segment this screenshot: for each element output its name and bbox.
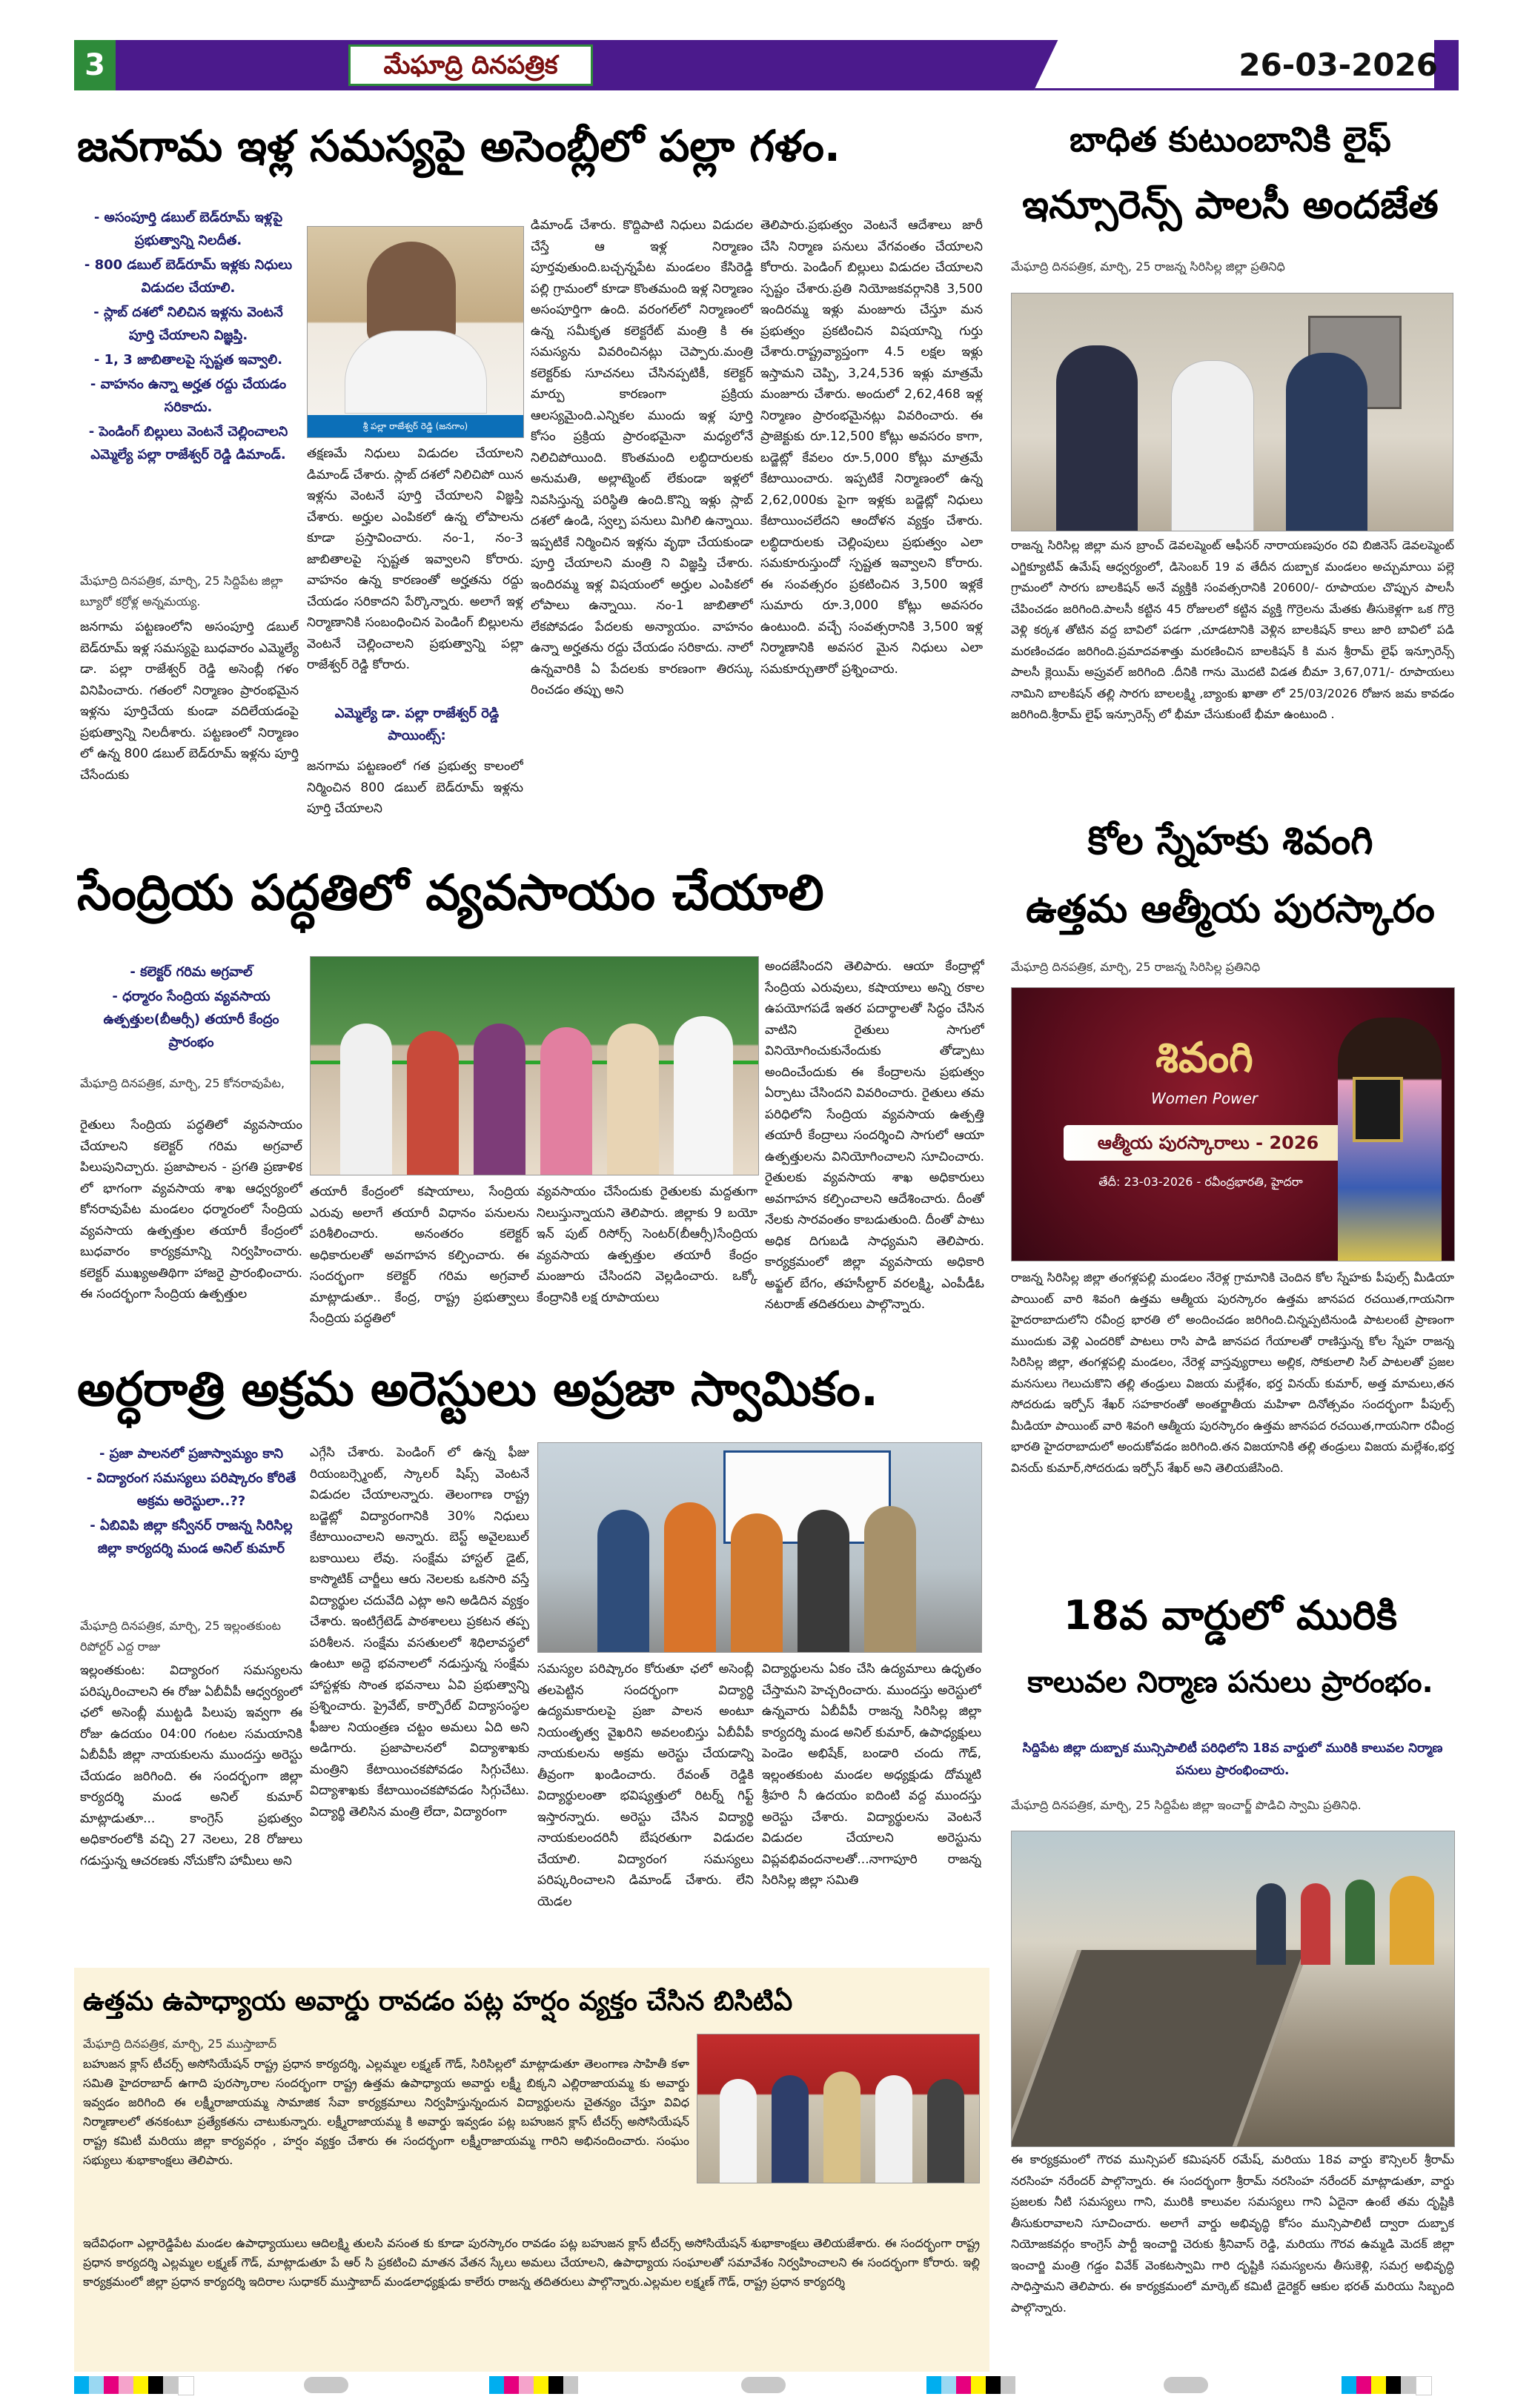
a1-bullet: - 1, 3 జాబితాలపై స్పష్టత ఇవ్వాలి. (93, 352, 283, 368)
a6-byline: మేఘాద్రి దినపత్రిక, మార్చి, 25 సిద్దిపేట జిల్లా ఇంచార్జ్ పొడిచి స్వామి ప్రతినిధి. (1011, 1798, 1362, 1812)
a4-body: రాజన్న సిరిసిల్ల జిల్లా తంగళ్లపల్లి మండలం నేరెళ్ల గ్రామానికి చెందిన కోల స్నేహకు పీపుల్స్ మీడియా పాయింట్ వారి శివంగి ఉత్తమ ఆత్మీయ పురస్కారం ఉత్తమ జానపద రచయిత,గాయనిగా హైదరాబాదులోని రవీంద్ర భారతి లో అందించడం జరిగింది.చిన్నప్పటినుండి పాటలంటే ప్రాణంగా ముందుకు వెళ్లి ఎందరికో పాటలు రాసి పాడి జానపద గేయాలతో రాణిస్తున్న కోల స్నేహ రాజన్న సిరిసిల్ల జిల్లా, తంగళ్లపల్లి మండలం, నేరెళ్ల వాస్తవ్యురాలు అల్లిక, సోకులాలి సిల్ పాటలతో ప్రజల మనసులు గెలుచుకొని తల్లి తండ్రులు విజయ మల్లేశం, భర్త వినయ్ కుమార్, అత్త మామలు,తన సోదరుడు ఇర్పోస్ శేఖర్ సహకారంతో అంతర్జాతీయ మహిళా దినోత్సవం సందర్భంగా పీపుల్స్ మీడియా పాయింట్ వారి శివంగి ఆత్మీయ పురస్కారం ఉత్తమ జానపద రచయిత,గాయనిగా రవీంద్ర భారతి హైదరాబాదులో అందుకోవడం జరిగింది.తన విజయానికి తల్లి తండ్రులు విజయ మల్లేశం,భర్త వినయ్ కుమార్,సోదరుడు ఇర్పోస్ శేఖర్ అని తెలియజేసింది. (1011, 1270, 1454, 1475)
masthead-page-box (74, 40, 116, 90)
a5-col3: సమస్యల పరిష్కారం కోరుతూ ఛలో అసెంబ్లీ తలపెట్టిన సందర్భంగా విద్యార్థి ఉద్యమకారులపై ప్రజా పాలన అంటూ నియంతృత్వ వైఖరిని అవలంబిస్తు ఏబీవీపీ నాయకులను అక్రమ అరెస్టు చేయడాన్ని తీవ్రంగా ఖండించారు. రేవంత్ రెడ్డికి విద్యార్థులంతా భవిష్యత్తులో రిటర్న్ గిఫ్ట్ ఇస్తారన్నారు. అరెస్టు చేసిన విద్యార్థి నాయకులందరినీ బేషరతుగా విడుదల చేయాలి. విద్యారంగ సమస్యలు పరిష్కరించాలని డిమాండ్ చేశారు. లేని యెడల (537, 1662, 754, 1909)
a3-photo (310, 956, 759, 1175)
a7-headline: ఉత్తమ ఉపాధ్యాయ అవార్డు రావడం పట్ల హర్షం వ్యక్తం చేసిన బిసిటిఏ (83, 1986, 793, 2017)
a3-col3: వ్యవసాయం చేసేందుకు రైతులకు మద్దతుగా నిలుస్తున్నాయని తెలిపారు. జిల్లాకు 9 బయో ఇన్ పుట్ రిసోర్స్ సెంటర్(బీఆర్సీ)సేంద్రియ వ్యవసాయ ఉత్పత్తుల తయారీ కేంద్రం మంజూరు చేసిందని వెల్లడించారు. ఒక్కో కేంద్రానికి లక్ష రూపాయలు (537, 1184, 757, 1305)
a1-bullet: - స్లాబ్ దశలో నిలిచిన ఇళ్లను వెంటనే పూర్తి చేయాలని విజ్ఞప్తి. (93, 305, 283, 343)
a5-photo (537, 1442, 982, 1653)
person-silhouette-icon (367, 242, 456, 345)
a3-bullet: - ధర్మారం సేంద్రియ వ్యవసాయ ఉత్పత్తుల(బీఆర్సీ) తయారీ కేంద్రం ప్రారంభం (103, 989, 279, 1050)
a2-photo (1011, 293, 1453, 531)
a3-col1: రైతులు సేంద్రియ పద్ధతిలో వ్యవసాయం చేయాలని కలెక్టర్ గరిమ అగ్రవాల్ పిలుపునిచ్చారు. ప్రజాపాలన - ప్రగతి ప్రణాళిక లో భాగంగా వ్యవసాయ శాఖ ఆధ్వర్యంలో కోనరావుపేట మండలం ధర్మారంలో సేంద్రియ వ్యవసాయ ఉత్పత్తుల తయారీ కేంద్రంలో బుధవారం కార్యక్రమాన్ని నిర్వహించారు. కలెక్టర్ ముఖ్యఅతిథిగా హాజరై ప్రారంభించారు. ఈ సందర్భంగా సేంద్రియ ఉత్పత్తుల (80, 1118, 302, 1301)
a1-byline: మేఘాద్రి దినపత్రిక, మార్చి, 25 సిద్దిపేట జిల్లా బ్యూరో కర్రోళ్ల అన్నమయ్య. (80, 574, 283, 608)
a6-photo (1011, 1831, 1455, 2147)
a7-body-full: బహుజన క్లాస్ టీచర్స్ అసోసియేషన్ రాష్ట్ర ప్రధాన కార్యదర్శి, ఎల్లమ్మల లక్ష్మణ్ గౌడ్, సిరిసిల్లలో మాట్లాడుతూ తెలంగాణ సాహితీ కళా సమితి హైదరాబాద్ ఉగాది పురస్కారాల సందర్భంగా రాష్ట్ర ఉత్తమ ఉపాధ్యాయ అవార్డు లక్ష్మీ బిక్కని ఎల్లిరాజాయమ్మ కు అవార్డు ఇవ్వడం జరిగింది ఈ లక్ష్మీరాజాయమ్మ సామాజిక సేవా కార్యక్రమాలు నిర్వహిస్తున్నందున విద్యార్థులను చైతన్యం చేస్తూ వివిధ నిర్మాణాలలో తనకంటూ ప్రత్యేకతను చాటుకున్నారు. లక్ష్మీరాజాయమ్మ కి అవార్డు ఇవ్వడం పట్ల బహుజన క్లాస్ టీచర్స్ అసోసియేషన్ రాష్ట్ర కమిటీ మరియు జిల్లా కార్యవర్గం , హర్షం వ్యక్తం చేశారు ఈ సందర్భంగా లక్ష్మీరాజాయమ్మ గారిని అభినందించారు. సంఘం సభ్యులు శుభాకాంక్షలు తెలిపారు. (83, 2057, 689, 2167)
a5-col4: విద్యార్థులను ఏకం చేసి ఉద్యమాలు ఉధృతం చేస్తామని హెచ్చరించారు. ముందస్తు అరెస్టులో ఉన్నవారు ఏబీవీపీ రాజన్న సిరిసిల్ల జిల్లా కార్యదర్శి మండ అనిల్ కుమార్, ఉపాధ్యక్షులు పెండెం అభిషేక్, బండారి చందు గౌడ్, ఇల్లంతకుంట మండల అధ్యక్షుడు దోమ్మటి శ్రీహరి నీ ఉదయం ఐదింటి వద్ద ముందస్తు అరెస్టు చేశారు. విద్యార్థులను వెంటనే విడుదల చేయాలని అరెస్టును విప్లవభివందనాలతో...నాగాపూరి రాజన్న సిరిసిల్ల జిల్లా సమితి (762, 1662, 981, 1888)
a2-headline-1: బాధిత కుటుంబానికి లైఫ్ (1070, 119, 1391, 159)
a1-bullet: - పెండింగ్ బిల్లులు వెంటనే చెల్లించాలని ఎమ్మెల్యే పల్లా రాజేశ్వర్ రెడ్డి డిమాండ్. (88, 424, 288, 462)
a4-banner-line: ఆత్మీయ పురస్కారాలు - 2026 (1064, 1125, 1353, 1161)
a1-col3: డిమాండ్ చేశారు. కొద్దిపాటి నిధులు విడుదల చేస్తే ఆ ఇళ్ల నిర్మాణం పూర్తవుతుంది.బచ్చన్నపేట మండలం కేసిరెడ్డి పల్లి గ్రామంలో కూడా కొంతమంది ఇళ్ల నిర్మాణం అసంపూర్తిగా ఉంది. వరంగల్‌లో నిర్మాణంలో ఉన్న సమీకృత కలెక్టరేట్ మంత్రి కి ఈ సమస్యను వివరించినట్లు చెప్పారు.మంత్రి కలెక్టర్‌కు సూచనలు చేసినప్పటికీ, కలెక్టర్ మార్పు కారణంగా ప్రక్రియ ఆలస్యమైంది.ఎన్నికల ముందు ఇళ్ల పూర్తి కోసం ప్రక్రియ ప్రారంభమైనా మధ్యలోనే నిలిచిపోయింది. కొంతమంది లబ్ధిదారులకు అనుమతి, అల్లాట్మెంట్ లేకుండా ఇళ్లలో నివసిస్తున్న పరిస్థితి ఉంది.కొన్ని ఇళ్లు స్లాబ్ దశలో ఉండి, స్వల్ప పనులు మిగిలి ఉన్నాయి. ఇప్పటికే నిర్మించిన ఇళ్లను వృథా చేయకుండా పూర్తి చేయాలని మంత్రి ని విజ్ఞప్తి చేశారు. ఇందిరమ్మ ఇళ్ల విషయంలో అర్హుల ఎంపికలో లోపాలు ఉన్నాయి. నం-1 జాబితాలో లేకపోవడం పేదలకు అన్యాయం. వాహనం ఉన్నా అర్హతను రద్దు చేయడం సరికాదు. నాలో ఉన్నవారికి ఏ పేదలకు కారణంగా తిరస్కు రించడం తప్పు అని (531, 218, 753, 697)
a5-bullet: - ఏబివిపి జిల్లా కన్వీనర్ రాజన్న సిరిసిల్ల జిల్లా కార్యదర్శి మండ అనిల్ కుమార్ (90, 1518, 293, 1556)
a6-summary: సిద్దిపేట జిల్లా దుబ్బాక మున్సిపాలిటీ పరిధిలోని 18వ వార్డులో మురికి కాలువల నిర్మాణ పనులు ప్రారంభించారు. (1022, 1741, 1443, 1778)
registration-bar-right (926, 2376, 1015, 2394)
a3-col2: తయారీ కేంద్రంలో కషాయాలు, సేంద్రియ ఎరువు అలాగే తయారీ విధానం పనులను పరిశీలించారు. అనంతరం కలెక్టర్ అధికారులతో అవగాహన కల్పించారు. ఈ సందర్భంగా కలెక్టర్ గరిమ అగ్రవాల్ మాట్లాడుతూ.. కేంద్ర, రాష్ట్ర ప్రభుత్వాలు సేంద్రియ పద్ధతిలో (310, 1184, 529, 1326)
a5-headline: అర్ధరాత్రి అక్రమ అరెస్టులు అప్రజా స్వామికం. (77, 1362, 879, 1417)
page-number: 3 (84, 48, 105, 82)
a1-headline: జనగామ ఇళ్ల సమస్యపై అసెంబ్లీలో పల్లా గళం. (77, 121, 840, 171)
a4-byline: మేఘాద్రి దినపత్రిక, మార్చి, 25 రాజన్న సిరిసిల్ల ప్రతినిధి (1011, 960, 1261, 974)
registration-bar-far-right (1342, 2376, 1432, 2394)
a1-points-heading: ఎమ్మెల్యే డా. పల్లా రాజేశ్వర్ రెడ్డి పాయింట్స్: (334, 706, 500, 743)
registration-pill (741, 2377, 786, 2393)
a3-byline: మేఘాద్రి దినపత్రిక, మార్చి, 25 కోనరావుపేట, (80, 1076, 285, 1090)
a6-body: ఈ కార్యక్రమంలో గౌరవ మున్సిపల్ కమిషనర్ రమేష్, మరియు 18వ వార్డు కౌన్సిలర్ శ్రీరామ్ నరసింహ నరేందర్ పాల్గొన్నారు. ఈ సందర్భంగా శ్రీరామ్ నరసింహ నరేందర్ మాట్లాడుతూ, వార్డు ప్రజలకు నీటి సమస్యలు గాని, మురికి కాలువల సమస్యలు గాని ఏదైనా ఉంటే తమ దృష్టికి తీసుకురావాలని సూచించారు. అలాగే వార్డు అభివృద్ధి కోసం మున్సిపాలిటీ ద్వారా దుబ్బాక నియోజకవర్గం కాంగ్రెస్ పార్టీ ఇంచార్జి చెరుకు శ్రీనివాస్ రెడ్డి, మరియు గౌరవ ఉమ్మడి మెదక్ జిల్లా ఇంచార్జి మంత్రి గడ్డం వివేక్ వెంకటస్వామి గారి దృష్టికి సమస్యలను తీసుకెళ్లి, సమగ్ర అభివృద్ధి సాధిస్తామని తెలిపారు. ఈ కార్యక్రమంలో మార్కెట్ కమిటీ డైరెక్టర్ ఆకుల భరత్ మరియు సిబ్బంది పాల్గొన్నారు. (1011, 2152, 1454, 2315)
registration-pill (1164, 2377, 1208, 2393)
a1-bullet: - వాహనం ఉన్నా అర్హత రద్దు చేయడం సరికాదు. (90, 377, 287, 415)
a7-body-wide: ఇదేవిధంగా ఎల్లారెడ్డిపేట మండల ఉపాధ్యాయులు ఆదిలక్ష్మి తులసి వసంత కు కూడా పురస్కారం రావడం పట్ల బహుజన క్లాస్ టీచర్స్ అసోసియేషన్ శుభాకాంక్షలు తెలియజేశారు. ఈ సందర్భంగా రాష్ట్ర ప్రధాన కార్యదర్శి ఎల్లమ్మల లక్ష్మణ్ గౌడ్, మాట్లాడుతూ పే ఆర్ సి ప్రకటించి మాతన వేతన స్కేలు అమలు చేయాలని, ఉపాధ్యాయ సంఘాలతో సమావేశం నిర్వహించాలని ఈ సందర్భంగా కోరారు. ఇల్లి కార్యక్రమంలో జిల్లా ప్రధాన కార్యదర్శి ఇదిరాల సుధాకర్ ముస్తాబాద్ మండలాధ్యక్షుడు కాలేరు రాజన్న తదితరులు పాల్గొన్నారు.ఎల్లమల లక్ష్మణ్ గౌడ్, రాష్ట్ర ప్రధాన కార్యదర్శి (83, 2236, 980, 2289)
a4-banner-sub: Women Power (1150, 1089, 1258, 1107)
a5-col2: ఎగ్గేసి చేశారు. పెండింగ్ లో ఉన్న ఫీజు రియంబర్స్మెంట్, స్కాలర్ షిప్స్ వెంటనే విడుదల చేయాలన్నారు. తెలంగాణ రాష్ట్ర బడ్జెట్లో విద్యారంగానికి 30% నిధులు కేటాయించాలని అన్నారు. బెస్ట్ అవైలబుల్ బకాయిలు లేవు. సంక్షేమ హాస్టల్ డైట్, కాస్మొటిక్ చార్జీలు ఆరు నెలలకు ఒకసారి వస్తే విద్యార్థుల చదువేది ఎట్లా అని అడిదిన వ్యక్తం చేశారు. ఇంటిగ్రేటెడ్ పాఠశాలలు ప్రకటన తప్ప పరిశీలన. సంక్షేమ వసతులలో శిధిలావస్థలో ఉంటూ అద్దె భవనాలలో నడుస్తున్న సంక్షేమ హాస్టళ్లకు సొంత భవనాలు ఏవి ప్రభుత్వాన్ని ప్రశ్నించారు. ప్రైవేట్, కార్పొరేట్ విద్యాసంస్థల ఫీజుల నియంత్రణ చట్టం అమలు ఏది అని అడిగారు. ప్రజాపాలనలో విద్యాశాఖకు మంత్రిని కేటాయించకపోవడం సిగ్గుచేటు. విద్యాశాఖకు కేటాయించకపోవడం సిగ్గుచేటు. విద్యార్థి తెలిసిన మంత్రి లేదా, విద్యారంగా (310, 1445, 529, 1820)
a4-photo (1011, 987, 1455, 1261)
a5-bullets (80, 1442, 302, 1613)
a1-bullets (80, 206, 296, 554)
a1-bullet: - అసంపూర్తి డబుల్ బెడ్‌రూమ్ ఇళ్లపై ప్రభుత్వాన్ని నిలదీత. (93, 210, 283, 248)
a3-bullet: - కలెక్టర్ గరిమ అగ్రవాల్ (130, 964, 253, 980)
a2-body: రాజన్న సిరిసిల్ల జిల్లా మన బ్రాంచ్ డెవలప్మెంట్ ఆఫీసర్ నారాయణపురం రవి బిజినెస్ డెవలప్మెంట్ ఎగ్జిక్యూటివ్ ఉమేష్ ఆధ్వర్యంలో, డిసెంబర్ 19 వ తేదీన దుబ్బాక మండలం అచ్చుమాయి పల్లె గ్రామంలో సారగు బాలకిషన్ అనే వ్యక్తికి సంవత్సరానికి 20600/- రూపాయల చొప్పున పాలసీ చేపించడం జరిగింది.పాలసీ కట్టిన 45 రోజులలో కట్టిన వ్యక్తి గొర్రెలను మేతకు తీసుకెళ్లగా ఒక గొర్రె వెళ్లి కర్కశ తోటిన వద్ద బావిలో పడగా ,చూడటానికి వెళ్లిన బాలకిషన్ కాలు జారి బావిలో పడి మరణించడం జరిగింది.ప్రమాదవశాత్తు మరణించిన బాలకిషన్ కి మన శ్రీరామ్ లైఫ్ ఇన్సూరెన్స్ పాలసీ క్లెయిమ్ అప్రువల్ జరిగింది .దీనికి గాను మొదటి విడత బీమా 3,67,071/- రూపాయలు నామిని బాలకిషన్ తల్లి సారగు బాలలక్ష్మి ,బ్యాంకు ఖాతా లో 25/03/2026 రోజున జమ కావడం జరిగింది.శ్రీరామ్ లైఫ్ ఇన్సూరెన్స్ లో భీమా చేసుకుంటే భీమా ఉంటుంది . (1011, 538, 1454, 721)
a1-col4: తెలిపారు.ప్రభుత్వం వెంటనే ఆదేశాలు జారీ చేసి నిర్మాణ పనులు వేగవంతం చేయాలని కోరారు. పెండింగ్ బిల్లులు విడుదల చేయాలని స్పష్టం చేశారు.ప్రతి నియోజకవర్గానికి 3,500 ఇందిరమ్మ ఇళ్లు మంజూరు చేస్తూ మన ప్రభుత్వం ప్రకటించిన విషయాన్ని గుర్తు చేశారు.రాష్ట్రవ్యాప్తంగా 4.5 లక్షల ఇళ్లు ఇస్తామని చెప్పి, 3,24,536 ఇళ్లు మాత్రమే మంజూరు చేశారు. అందులో 2,62,468 ఇళ్ల నిర్మాణం ప్రారంభమైనట్లు వివరించారు. ఈ ప్రాజెక్టుకు రూ.12,500 కోట్లు అవసరం కాగా, బడ్జెట్లో కేవలం రూ.5,000 కోట్లు మాత్రమే కేటాయించారు. ఇప్పటికే నిర్మాణంలో ఉన్న 2,62,000కు పైగా ఇళ్లకు బడ్జెట్లో నిధులు కేటాయించలేదని ఆందోళన వ్యక్తం చేశారు. లబ్ధిదారులకు చెల్లింపులు ప్రభుత్వం ఎలా సమకూరుస్తుందో స్పష్టత ఇవ్వాలని కోరారు. ఈ సంవత్సరం ప్రకటించిన 3,500 ఇళ్లకే సుమారు రూ.3,000 కోట్లు అవసరం ఉంటుంది. వచ్చే సంవత్సరానికి 3,500 ఇళ్ల నిర్మాణానికి అవసర మైన నిధులు ఎలా సమకూర్చుతారో ప్రశ్నించారు. (760, 218, 983, 677)
a1-bullet: - 800 డబుల్ బెడ్‌రూమ్ ఇళ్లకు నిధులు విడుదల చేయాలి. (84, 257, 293, 296)
a1-col1: జనగామ పట్టణంలోని అసంపూర్తి డబుల్ బెడ్‌రూమ్ ఇళ్ల సమస్యపై బుధవారం ఎమ్మెల్యే డా. పల్లా రాజేశ్వర్ రెడ్డి అసెంబ్లీ గళం వినిపించారు. గతంలో నిర్మాణం ప్రారంభమైన ఇళ్లను పూర్తిచేయ కుండా వదిలేయడంపై ప్రభుత్వాన్ని నిలదీశారు. పట్టణంలో నిర్మాణం లో ఉన్న 800 డబుల్ బెడ్‌రూమ్ ఇళ్లను పూర్తి చేసేందుకు (80, 620, 299, 783)
a1-photo (307, 226, 524, 438)
a5-bullet: - విద్యారంగ సమస్యలు పరిష్కారం కోరితే అక్రమ అరెస్టులా..?? (86, 1470, 296, 1509)
a1-photo-caption: శ్రీ పల్లా రాజేశ్వర్ రెడ్డి (జనగాం) (308, 415, 523, 437)
masthead-date: 26-03-2026 (1238, 47, 1438, 83)
registration-pill (304, 2377, 348, 2393)
a2-headline-2: ఇన్సూరెన్స్ పాలసీ అందజేత (1022, 183, 1439, 228)
a1-col2b: జనగామ పట్టణంలో గత ప్రభుత్వ కాలంలో నిర్మించిన 800 డబుల్ బెడ్‌రూమ్ ఇళ్లను పూర్తి చేయాలని (307, 759, 523, 816)
masthead-title: మేఘాద్రి దినపత్రిక (383, 50, 558, 80)
a5-bullet: - ప్రజా పాలనలో ప్రజాస్వామ్యం కాని (99, 1446, 283, 1462)
registration-bar-left (74, 2376, 194, 2394)
a4-banner-title: శివంగి (1155, 1034, 1253, 1082)
a4-headline-2: ఉత్తమ ఆత్మీయ పురస్కారం (1026, 887, 1435, 932)
a4-headline-1: కోల స్నేహకు శివంగి (1087, 819, 1373, 863)
a2-byline: మేఘాద్రి దినపత్రిక, మార్చి, 25 రాజన్న సిరిసిల్ల జిల్లా ప్రతినిధి (1011, 259, 1285, 273)
a6-headline-2: కాలువల నిర్మాణ పనులు ప్రారంభం. (1027, 1665, 1433, 1699)
a5-col1: ఇల్లంతకుంట: విద్యారంగ సమస్యలను పరిష్కరించాలని ఈ రోజు ఏబీవీపీ ఆధ్వర్యంలో ఛలో అసెంబ్లీ ముట్టడి పిలుపు ఇవ్వగా ఈ రోజు ఉదయం 04:00 గంటల సమయానికి ఏబీవీపీ జిల్లా నాయకులను ముందస్తు అరెస్టు చేయడం జరిగింది. ఈ సందర్భంగా జిల్లా కార్యదర్శి మండ అనిల్ కుమార్ మాట్లాడుతూ... కాంగ్రెస్ ప్రభుత్వం అధికారంలోకి వచ్చి 27 నెలలు, 28 రోజులు గడుస్తున్న ఆచరణకు నోచుకోని హామీలు అని (80, 1663, 302, 1868)
a4-banner-date: తేదీ: 23-03-2026 - రవీంద్రభారతి, హైదరా (1098, 1175, 1303, 1189)
drain-channel-icon (1011, 1950, 1308, 2146)
masthead-logo (348, 44, 593, 86)
registration-bar-mid (489, 2376, 578, 2394)
award-frame-icon (1353, 1077, 1403, 1142)
a7-photo (697, 2034, 980, 2183)
a7-byline: మేఘాద్రి దినపత్రిక, మార్చి, 25 ముస్తాబాద్ (83, 2037, 277, 2051)
a6-headline-1: 18వ వార్డులో మురికి (1063, 1592, 1398, 1639)
a5-byline: మేఘాద్రి దినపత్రిక, మార్చి, 25 ఇల్లంతకుంట రిపోర్టర్ ఎద్ద రాజు (80, 1619, 281, 1654)
a3-bullets (80, 961, 302, 1072)
a1-col2a: తక్షణమే నిధులు విడుదల చేయాలని డిమాండ్ చేశారు. స్లాబ్ దశలో నిలిచిపో యిన ఇళ్లను వెంటనే పూర్తి చేయాలని విజ్ఞప్తి చేశారు. అర్హుల ఎంపికలో ఉన్న లోపాలను కూడా ప్రస్తావించారు. నం-1, నం-3 జాబితాలపై స్పష్టత ఇవ్వాలని కోరారు. వాహనం ఉన్న కారణంతో అర్హతను రద్దు చేయడం సరికాదని పేర్కొన్నారు. అలాగే ఇళ్ల నిర్మాణానికి సంబంధించిన పెండింగ్ బిల్లులను వెంటనే చెల్లించాలని ప్రభుత్వాన్ని పల్లా రాజేశ్వర్ రెడ్డి కోరారు. (307, 446, 523, 672)
a3-headline-display: సేంద్రియ పద్ధతిలో వ్యవసాయం చేయాలి (77, 864, 824, 921)
a3-col4: అందజేసిందని తెలిపారు. ఆయా కేంద్రాల్లో సేంద్రియ ఎరువులు, కషాయాలు అన్ని రకాల ఉపయోగపడే ఇతర పదార్థాలతో సిద్ధం చేసిన వాటిని రైతులు సాగులో వినియోగించుకునేందుకు తోడ్పాటు అందించేందుకు ఈ కేంద్రాలను ప్రభుత్వం ఏర్పాటు చేసిందని వివరించారు. రైతులు తమ పరిధిలోని సేంద్రియ వ్యవసాయ ఉత్పత్తి తయారీ కేంద్రాలు సందర్శించి సాగులో ఆయా ఉత్పత్తులను వినియోగించాలని సూచించారు. రైతులకు వ్యవసాయ శాఖ అధికారులు అవగాహన కల్పించాలని ఆదేశించారు. దీంతో నేలకు సారవంతం కాబడుతుంది. దీంతో పాటు అధిక దిగుబడి సాధ్యమని తెలిపారు. కార్యక్రమంలో జిల్లా వ్యవసాయ అధికారి అఫ్జల్ బేగం, తహసీల్దార్ వరలక్ష్మి, ఎంపీడీఓ నటరాజ్ తదితరులు పాల్గొన్నారు. (765, 959, 984, 1312)
